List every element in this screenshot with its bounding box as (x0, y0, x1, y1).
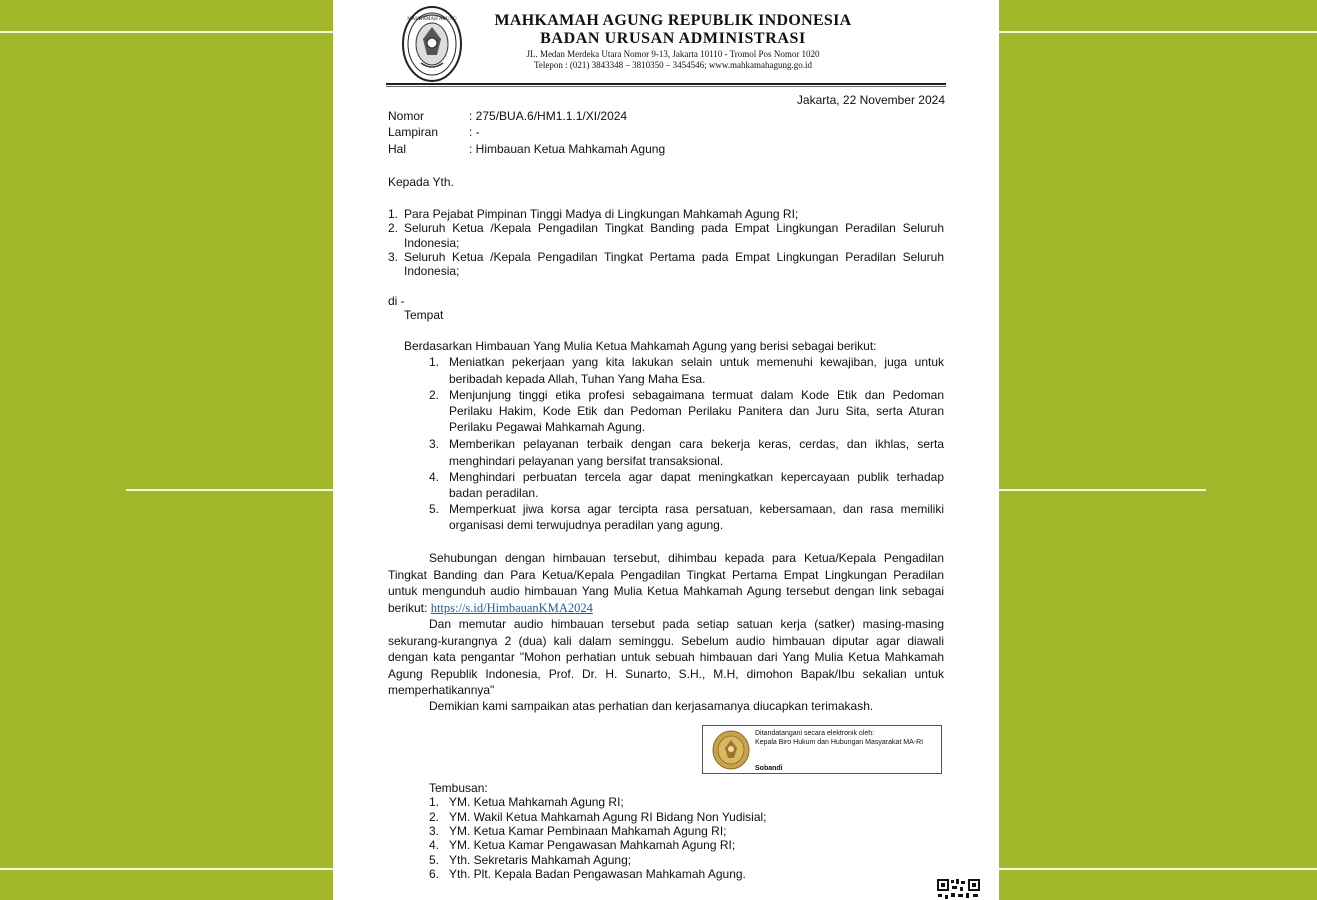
point-number: 1. (429, 355, 440, 369)
point-number: 5. (429, 502, 440, 516)
meta-label-nomor: Nomor (388, 109, 425, 123)
signature-title: Kepala Biro Hukum dan Hubungan Masyarakat MA-RI (755, 739, 924, 746)
addressee-intro: Kepada Yth. (388, 175, 454, 189)
cc-number: 2. (429, 810, 440, 824)
paragraph-1-line: Tingkat Banding dan Para Ketua/Kepala Pengadilan Tingkat Pertama Empat Lingkungan Peradilan (388, 568, 944, 582)
cc-item: Yth. Plt. Kepala Badan Pengawasan Mahkamah Agung. (449, 867, 746, 881)
recipient-number: 2. (388, 221, 399, 235)
letterhead-subtitle: BADAN URUSAN ADMINISTRASI (540, 30, 806, 47)
point-line: Menjunjung tinggi etika profesi sebagaimana termuat dalam Kode Etik dan Pedoman (449, 388, 944, 402)
cc-number: 6. (429, 867, 440, 881)
cc-item: YM. Wakil Ketua Mahkamah Agung RI Bidang Non Yudisial; (449, 810, 767, 824)
body-intro: Berdasarkan Himbauan Yang Mulia Ketua Mahkamah Agung yang berisi sebagai berikut: (404, 339, 877, 353)
point-line: Perilaku Hakim, Kode Etik dan Pedoman Perilaku Panitera dan Juru Sita, serta Aturan (449, 404, 944, 418)
paragraph-2-line: dengan kata pengantar "Mohon perhatian untuk sebuah himbauan dari Yang Mulia Ketua Mahkamah (388, 650, 944, 664)
qr-code-icon (936, 878, 982, 900)
cc-number: 1. (429, 795, 440, 809)
closing-sentence: Demikian kami sampaikan atas perhatian dan kerjasamanya diucapkan terimakash. (429, 699, 874, 713)
point-number: 4. (429, 470, 440, 484)
meta-value-nomor: : 275/BUA.6/HM1.1.1/XI/2024 (469, 109, 628, 123)
paragraph-2-tail: memperhatikannya" (388, 683, 495, 697)
bg-line-left-bottom (0, 868, 333, 870)
mahkamah-agung-seal-icon (401, 5, 463, 83)
paragraph-1-tail: berikut: https://s.id/HimbauanKMA2024 (388, 601, 593, 615)
place: Tempat (404, 308, 444, 322)
point-line: Meniatkan pekerjaan yang kita lakukan selain untuk memenuhi kewajiban, juga untuk (449, 355, 944, 369)
seal-text: MAHKAMAH AGUNG (407, 17, 457, 22)
letterhead-contact: Telepon : (021) 3843348 – 3810350 – 3454546; www.mahkamahagung.go.id (534, 60, 812, 70)
letter-page (333, 0, 999, 900)
meta-value-lampiran: : - (469, 125, 480, 139)
signatory-name: Sobandi (755, 765, 783, 772)
recipient-number: 3. (388, 250, 399, 264)
cc-item: YM. Ketua Kamar Pembinaan Mahkamah Agung RI; (449, 824, 727, 838)
point-number: 3. (429, 437, 440, 451)
recipient-item: Para Pejabat Pimpinan Tinggi Madya di Lingkungan Mahkamah Agung RI; (404, 207, 799, 221)
recipient-item-continued: Indonesia; (404, 236, 460, 250)
point-line: Perilaku Pegawai Mahkamah Agung. (449, 420, 646, 434)
letterhead-title: MAHKAMAH AGUNG REPUBLIK INDONESIA (494, 12, 852, 29)
point-line: beribadah kepada Allah, Tuhan Yang Maha Esa. (449, 372, 706, 386)
recipient-item: Seluruh Ketua /Kepala Pengadilan Tingkat Banding pada Empat Lingkungan Peradilan Seluruh (404, 221, 944, 235)
point-number: 2. (429, 388, 440, 402)
point-line: Menghindari perbuatan tercela agar dapat meningkatkan kepercayaan publik terhadap (449, 470, 944, 484)
paragraph-1-line: Sehubungan dengan himbauan tersebut, dihimbau kepada para Ketua/Kepala Pengadilan (429, 551, 944, 565)
electronic-signature-box (702, 725, 942, 774)
paragraph-1-line: untuk mengunduh audio himbauan Yang Mulia Ketua Mahkamah Agung tersebut dengan link sebagai (388, 584, 944, 598)
letter-date: Jakarta, 22 November 2024 (796, 93, 945, 107)
cc-item: YM. Ketua Mahkamah Agung RI; (449, 795, 624, 809)
paragraph-2-line: Agung Republik Indonesia, Prof. Dr. H. Sunarto, S.H., M.H, dimohon Bapak/Ibu sekalian untuk (388, 667, 944, 681)
bg-line-left-mid (126, 489, 333, 491)
point-line: badan peradilan. (449, 486, 539, 500)
bg-line-right-bottom (999, 868, 1317, 870)
cc-title: Tembusan: (429, 781, 488, 795)
recipient-number: 1. (388, 207, 399, 221)
letterhead-address: JL. Medan Merdeka Utara Nomor 9-13, Jakarta 10110 - Tromol Pos Nomor 1020 (526, 49, 820, 59)
gold-seal-icon (712, 730, 750, 770)
bg-line-right-mid (999, 489, 1206, 491)
cc-number: 3. (429, 824, 440, 838)
cc-number: 4. (429, 838, 440, 852)
letterhead-rule (386, 83, 946, 85)
point-line: Memberikan pelayanan terbaik dengan cara bekerja keras, cerdas, dan ikhlas, serta (449, 437, 944, 451)
cc-item: YM. Ketua Kamar Pengawasan Mahkamah Agung RI; (449, 838, 736, 852)
audio-link[interactable]: https://s.id/HimbauanKMA2024 (430, 601, 593, 615)
paragraph-2-line: Dan memutar audio himbauan tersebut pada setiap satuan kerja (satker) masing-masing (429, 617, 944, 631)
paragraph-2-line: sekurang-kurangnya 2 (dua) kali dalam seminggu. Sebelum audio himbauan diputar agar diawali (388, 634, 944, 648)
place-prefix: di - (388, 294, 405, 308)
point-line: Memperkuat jiwa korsa agar tercipta rasa persatuan, kebersamaan, dan rasa memiliki (449, 502, 944, 516)
meta-label-lampiran: Lampiran (388, 125, 439, 139)
signature-statement: Ditandatangani secara elektronik oleh: (755, 730, 875, 737)
cc-number: 5. (429, 853, 440, 867)
recipient-item: Seluruh Ketua /Kepala Pengadilan Tingkat Pertama pada Empat Lingkungan Peradilan Seluruh (404, 250, 944, 264)
point-line: organisasi demi terwujudnya peradilan yang agung. (449, 518, 724, 532)
letterhead-rule-thin (386, 86, 946, 87)
letterhead (473, 12, 873, 71)
meta-value-hal: : Himbauan Ketua Mahkamah Agung (469, 142, 666, 156)
bg-line-left-top (0, 31, 333, 33)
bg-line-right-top (999, 31, 1317, 33)
cc-item: Yth. Sekretaris Mahkamah Agung; (449, 853, 632, 867)
recipient-item-continued: Indonesia; (404, 264, 460, 278)
meta-label-hal: Hal (388, 142, 407, 156)
point-line: menghindari pelayanan yang bersifat transaksional. (449, 454, 724, 468)
